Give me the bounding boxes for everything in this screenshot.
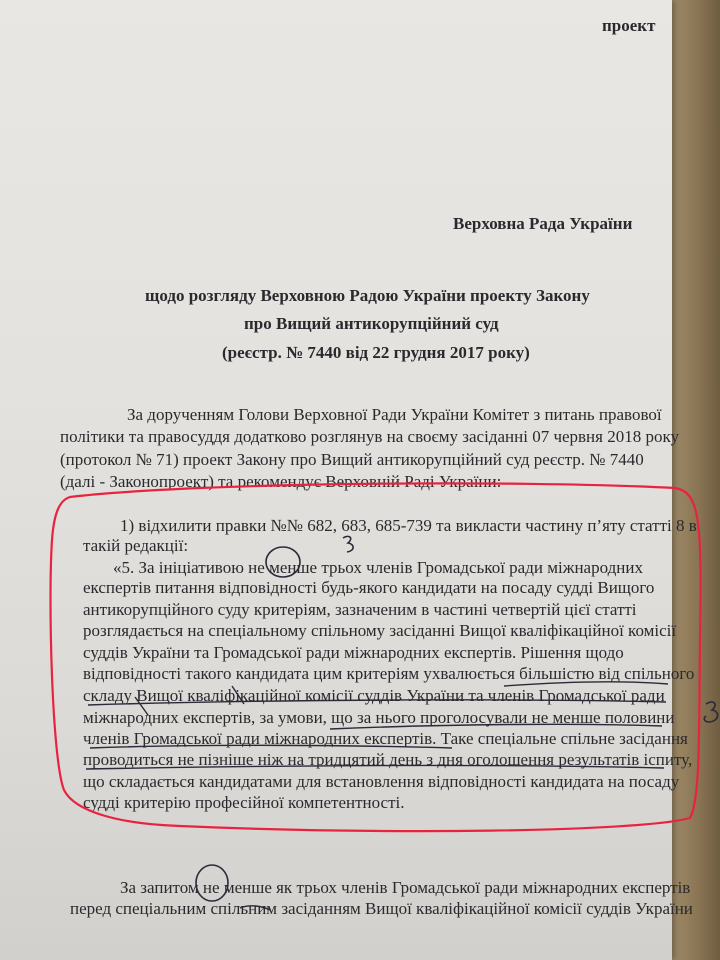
draft-stamp: проект: [602, 16, 656, 35]
item1-line-2: такій редакції:: [83, 536, 189, 555]
tail-line-1: За запитом не менше як трьох членів Громадської ради міжнародних експертів: [120, 878, 691, 897]
intro-line-2: політики та правосуддя додатково розглянув на своєму засіданні 07 червня 2018 року: [60, 427, 679, 446]
document-title-line-3: (реєстр. № 7440 від 22 грудня 2017 року): [222, 343, 530, 362]
quote-line-7: складу Вищої кваліфікаційної комісії суддів України та членів Громадської ради: [83, 686, 665, 705]
item1-line-1: 1) відхилити правки №№ 682, 683, 685-739 та викласти частину п’яту статті 8 в: [120, 516, 697, 535]
quote-line-6: відповідності такого кандидата цим критеріям ухвалюється більшістю від спільного: [83, 664, 695, 683]
intro-line-1: За дорученням Голови Верховної Ради України Комітет з питань правової: [127, 405, 662, 424]
quote-line-12: судді критерію професійної компетентності.: [83, 793, 405, 812]
intro-line-3: (протокол № 71) проект Закону про Вищий антикорупційний суд реєстр. № 7440: [60, 450, 644, 469]
intro-line-4: (далі - Законопроект) та рекомендує Верховній Раді України:: [60, 472, 502, 491]
quote-line-1: «5. За ініціативою не менше трьох членів Громадської ради міжнародних: [113, 558, 643, 577]
quote-line-10: проводиться не пізніше ніж на тридцятий день з дня оголошення результатів іспиту,: [83, 750, 693, 769]
tail-line-2: перед спеціальним спільним засіданням Вищої кваліфікаційної комісії суддів України: [70, 899, 693, 918]
quote-line-8: міжнародних експертів, за умови, що за нього проголосували не менше половини: [83, 708, 675, 727]
quote-line-9: членів Громадської ради міжнародних експертів. Таке спеціальне спільне засідання: [83, 729, 688, 748]
quote-line-11: що складається кандидатами для встановлення відповідності кандидата на посаду: [83, 772, 680, 791]
quote-line-2: експертів питання відповідності будь-якого кандидати на посаду судді Вищого: [83, 578, 655, 597]
document-title-line-2: про Вищий антикорупційний суд: [244, 314, 499, 333]
quote-line-4: розглядається на спеціальному спільному засіданні Вищої кваліфікаційної комісії: [83, 621, 677, 640]
quote-line-5: суддів України та Громадської ради міжнародних експертів. Рішення щодо: [83, 643, 624, 662]
document-title-line-1: щодо розгляду Верховною Радою України проекту Закону: [145, 286, 590, 305]
quote-line-3: антикорупційного суду критеріям, зазначеним в частині четвертій цієї статті: [83, 600, 637, 619]
addressee: Верховна Рада України: [453, 214, 633, 233]
